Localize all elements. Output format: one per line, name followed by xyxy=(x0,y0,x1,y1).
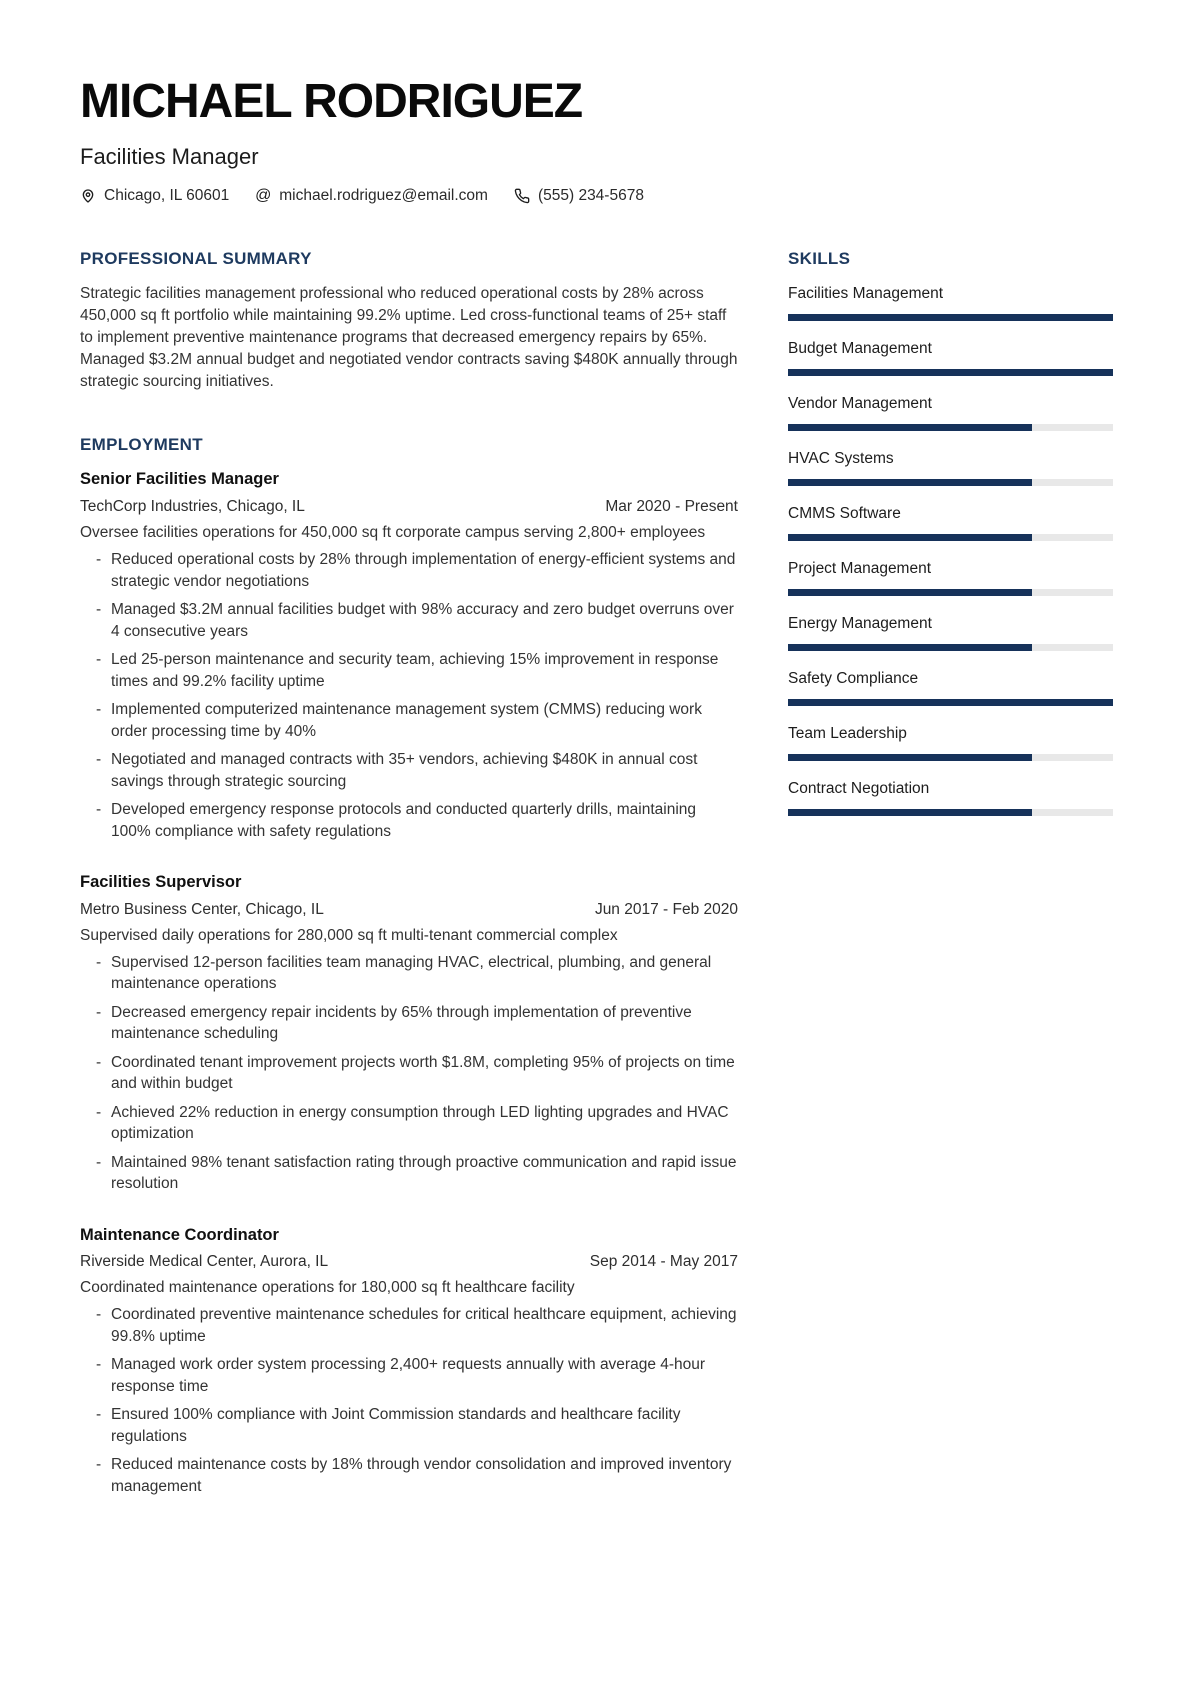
skill-level-bar xyxy=(788,644,1113,651)
bullet-dash: - xyxy=(96,601,102,619)
bullet-dash: - xyxy=(96,551,102,569)
person-job-title: Facilities Manager xyxy=(80,144,259,169)
bullet-text: Decreased emergency repair incidents by 65% through implementation of preventive maintenance scheduling xyxy=(111,1003,692,1043)
job-company: Riverside Medical Center, Aurora, IL xyxy=(80,1253,329,1271)
job-bullet xyxy=(80,649,738,692)
bullet-text: Achieved 22% reduction in energy consumption through LED lighting upgrades and HVAC optimization xyxy=(111,1103,729,1143)
job-dates: Sep 2014 - May 2017 xyxy=(589,1253,738,1271)
skill-level-bar xyxy=(788,809,1113,816)
contact-item xyxy=(514,187,644,205)
job-bullet xyxy=(80,1052,738,1095)
job-meta-row xyxy=(80,899,738,921)
bullet-dash: - xyxy=(96,1153,102,1171)
skill-item xyxy=(788,778,1113,816)
bullet-dash: - xyxy=(96,1103,102,1121)
job-company: TechCorp Industries, Chicago, IL xyxy=(80,498,305,516)
resume-header xyxy=(80,75,1113,205)
job-title: Senior Facilities Manager xyxy=(80,470,279,489)
bullet-dash: - xyxy=(96,701,102,719)
skill-label: Energy Management xyxy=(788,615,932,633)
bullet-text: Managed work order system processing 2,400+ requests annually with average 4-hour response time xyxy=(111,1356,706,1395)
skill-level-bar xyxy=(788,754,1113,761)
skill-level-fill xyxy=(788,369,1113,376)
bullet-text: Maintained 98% tenant satisfaction rating through proactive communication and rapid issue resolution xyxy=(111,1153,737,1193)
employment-section xyxy=(80,435,738,1497)
person-name: MICHAEL RODRIGUEZ xyxy=(80,75,583,128)
skills-sidebar xyxy=(788,249,1113,1497)
skill-level-fill xyxy=(788,699,1113,706)
skill-level-fill xyxy=(788,534,1032,541)
skill-item xyxy=(788,448,1113,486)
job-meta-row xyxy=(80,1251,738,1273)
skill-item xyxy=(788,283,1113,321)
bullet-dash: - xyxy=(96,1053,102,1071)
skill-label: CMMS Software xyxy=(788,505,901,523)
bullet-dash: - xyxy=(96,1406,102,1424)
job-bullets xyxy=(80,952,738,1195)
skills-heading: SKILLS xyxy=(788,249,851,269)
contact-text: michael.rodriguez@email.com xyxy=(279,187,488,205)
skill-level-bar xyxy=(788,589,1113,596)
skill-item xyxy=(788,613,1113,651)
bullet-text: Ensured 100% compliance with Joint Commission standards and healthcare facility regulations xyxy=(111,1406,681,1445)
job-company: Metro Business Center, Chicago, IL xyxy=(80,900,324,918)
skill-label: Budget Management xyxy=(788,340,932,358)
job-bullet xyxy=(80,699,738,742)
contact-item xyxy=(80,187,229,205)
skill-item xyxy=(788,338,1113,376)
contact-row xyxy=(80,187,1113,205)
skill-level-fill xyxy=(788,809,1032,816)
skill-level-bar xyxy=(788,479,1113,486)
skill-level-bar xyxy=(788,369,1113,376)
skill-label: Contract Negotiation xyxy=(788,780,930,798)
bullet-text: Negotiated and managed contracts with 35+ vendors, achieving $480K in annual cost savings through strategic sourcing xyxy=(111,751,698,790)
job-meta-row xyxy=(80,496,738,518)
bullet-text: Coordinated tenant improvement projects worth $1.8M, completing 95% of projects on time and within budget xyxy=(111,1053,735,1093)
job-entry xyxy=(80,469,738,842)
job-dates: Mar 2020 - Present xyxy=(605,498,738,516)
bullet-dash: - xyxy=(96,1306,102,1324)
job-bullet xyxy=(80,952,738,995)
skill-level-fill xyxy=(788,644,1032,651)
job-title: Facilities Supervisor xyxy=(80,873,242,892)
bullet-dash: - xyxy=(96,953,102,971)
bullet-text: Developed emergency response protocols and conducted quarterly drills, maintaining 100% compliance with safety regulations xyxy=(111,801,697,840)
skill-label: Project Management xyxy=(788,560,932,578)
bullet-text: Reduced maintenance costs by 18% through vendor consolidation and improved inventory management xyxy=(111,1456,732,1495)
skill-level-fill xyxy=(788,479,1032,486)
skill-item xyxy=(788,668,1113,706)
skill-item xyxy=(788,558,1113,596)
job-bullet xyxy=(80,1002,738,1045)
at-sign-icon: @ xyxy=(255,187,272,205)
job-bullet xyxy=(80,799,738,842)
bullet-dash: - xyxy=(96,751,102,769)
bullet-dash: - xyxy=(96,1003,102,1021)
skill-level-bar xyxy=(788,424,1113,431)
contact-item xyxy=(255,187,488,205)
skill-level-bar xyxy=(788,699,1113,706)
job-bullets xyxy=(80,1304,738,1497)
bullet-text: Supervised 12-person facilities team managing HVAC, electrical, plumbing, and general maintenance operations xyxy=(111,953,712,993)
job-title: Maintenance Coordinator xyxy=(80,1225,279,1244)
job-bullet xyxy=(80,549,738,592)
skill-item xyxy=(788,393,1113,431)
job-dates: Jun 2017 - Feb 2020 xyxy=(594,900,738,918)
job-bullet xyxy=(80,1102,738,1145)
skill-label: Facilities Management xyxy=(788,285,944,303)
skill-level-fill xyxy=(788,424,1032,431)
skill-label: Vendor Management xyxy=(788,395,932,413)
skill-level-fill xyxy=(788,754,1032,761)
skill-level-fill xyxy=(788,314,1113,321)
main-column xyxy=(80,249,738,1497)
skills-list xyxy=(788,283,1113,816)
job-bullets xyxy=(80,549,738,842)
bullet-text: Implemented computerized maintenance management system (CMMS) reducing work order processing time by 40% xyxy=(111,701,702,740)
jobs-list xyxy=(80,469,738,1497)
contact-text: Chicago, IL 60601 xyxy=(104,187,230,205)
bullet-dash: - xyxy=(96,1456,102,1474)
job-bullet xyxy=(80,749,738,792)
employment-heading: EMPLOYMENT xyxy=(80,435,203,455)
bullet-dash: - xyxy=(96,801,102,819)
job-bullet xyxy=(80,1454,738,1497)
job-description: Oversee facilities operations for 450,000 sq ft corporate campus serving 2,800+ employees xyxy=(80,524,706,542)
skill-item xyxy=(788,503,1113,541)
bullet-dash: - xyxy=(96,651,102,669)
job-entry xyxy=(80,1225,738,1498)
skill-level-bar xyxy=(788,314,1113,321)
skill-item xyxy=(788,723,1113,761)
bullet-text: Managed $3.2M annual facilities budget with 98% accuracy and zero budget overruns over 4 consecutive years xyxy=(111,601,734,640)
job-bullet xyxy=(80,1152,738,1195)
summary-section xyxy=(80,249,738,393)
job-description: Coordinated maintenance operations for 180,000 sq ft healthcare facility xyxy=(80,1279,575,1297)
job-bullet xyxy=(80,1354,738,1397)
bullet-text: Reduced operational costs by 28% through implementation of energy-efficient systems and strategic vendor negotiations xyxy=(111,551,736,590)
bullet-dash: - xyxy=(96,1356,102,1374)
content-columns xyxy=(80,249,1113,1497)
bullet-text: Led 25-person maintenance and security team, achieving 15% improvement in response times and 99.2% facility uptime xyxy=(111,651,719,690)
summary-text: Strategic facilities management professional who reduced operational costs by 28% across 450,000 sq ft portfolio while maintaining 99.2% uptime. Led cross-functional teams of 25+ staff to implement preventive maintenance programs that decreased emergency repairs by 65%. Managed $3.2M annual budget and negotiated vendor contracts saving $480K annually through strategic sourcing initiatives. xyxy=(80,285,738,391)
skill-level-bar xyxy=(788,534,1113,541)
job-bullet xyxy=(80,1304,738,1347)
bullet-text: Coordinated preventive maintenance schedules for critical healthcare equipment, achieving 99.8% uptime xyxy=(111,1306,737,1345)
phone-icon xyxy=(514,188,530,204)
skill-label: Team Leadership xyxy=(788,725,907,743)
contact-text: (555) 234-5678 xyxy=(537,187,644,205)
location-pin-icon xyxy=(80,188,96,204)
job-bullet xyxy=(80,599,738,642)
job-description: Supervised daily operations for 280,000 sq ft multi-tenant commercial complex xyxy=(80,926,618,944)
job-bullet xyxy=(80,1404,738,1447)
job-entry xyxy=(80,872,738,1195)
summary-heading: PROFESSIONAL SUMMARY xyxy=(80,249,312,269)
skill-label: Safety Compliance xyxy=(788,670,919,688)
skill-label: HVAC Systems xyxy=(788,450,894,468)
skill-level-fill xyxy=(788,589,1032,596)
